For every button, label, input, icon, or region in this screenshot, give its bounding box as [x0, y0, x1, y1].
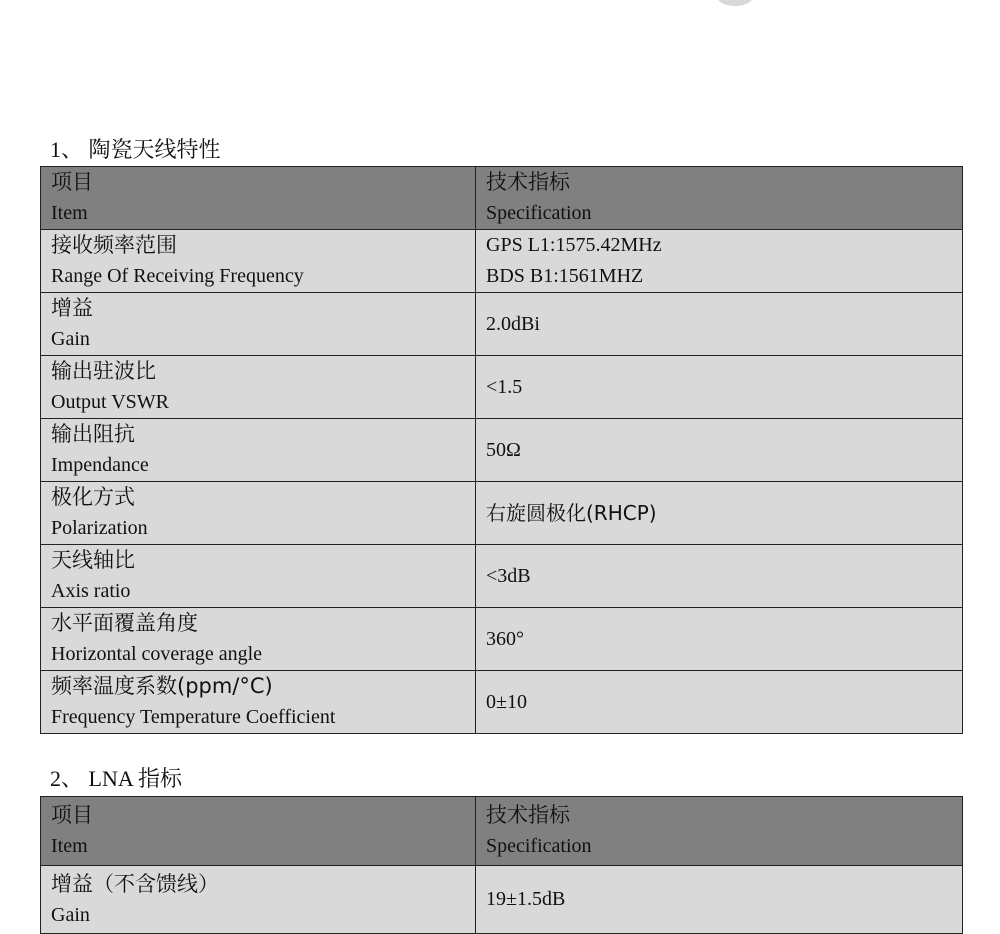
item-label-cn: 频率温度系数(ppm/°C): [51, 674, 273, 698]
item-label-cn: 输出阻抗: [51, 422, 135, 446]
table-row-output-vswr: [41, 356, 963, 419]
spec-cell: [476, 419, 963, 482]
spec-cell: [476, 230, 963, 293]
header-spec-cn: 技术指标: [486, 803, 570, 827]
item-cell: [41, 419, 476, 482]
spec-cell: [476, 545, 963, 608]
item-cell: [41, 293, 476, 356]
table-row-coverage-angle: [41, 608, 963, 671]
item-label-en: Impendance: [51, 454, 149, 476]
item-label-cn: 水平面覆盖角度: [51, 611, 198, 635]
item-label-cn: 输出驻波比: [51, 359, 156, 383]
table-row-axis-ratio: [41, 545, 963, 608]
spec-value: 50Ω: [486, 438, 521, 461]
spec-cell: [476, 293, 963, 356]
spec-value: 0±10: [486, 690, 527, 713]
spec-cell: [476, 671, 963, 734]
spec-value-line1: GPS L1:1575.42MHz: [486, 234, 662, 256]
item-label-en: Polarization: [51, 517, 148, 539]
header-item-cn: 项目: [51, 170, 93, 194]
table-header-row: [41, 167, 963, 230]
item-label-en: Output VSWR: [51, 391, 169, 413]
item-label-cn: 增益: [51, 296, 93, 320]
table-row-receiving-frequency: [41, 230, 963, 293]
lna-spec-table: [40, 796, 963, 934]
item-cell: [41, 671, 476, 734]
spec-cell: [476, 482, 963, 545]
header-spec-cell: [476, 797, 963, 866]
item-label-cn: 极化方式: [51, 485, 135, 509]
table-row-temperature-coefficient: [41, 671, 963, 734]
header-item-cn: 项目: [51, 803, 93, 827]
section-heading-ceramic-antenna: 1、 陶瓷天线特性: [50, 137, 221, 162]
item-label-en: Frequency Temperature Coefficient: [51, 706, 336, 728]
spec-value-line2: BDS B1:1561MHZ: [486, 265, 644, 287]
partial-decorative-shape: [718, 0, 752, 6]
header-item-cell: [41, 167, 476, 230]
item-cell: [41, 482, 476, 545]
spec-cell: [476, 866, 963, 934]
table-row-lna-gain: [41, 866, 963, 934]
header-spec-cell: [476, 167, 963, 230]
item-cell: [41, 608, 476, 671]
spec-value: 右旋圆极化(RHCP): [486, 500, 657, 525]
item-cell: [41, 545, 476, 608]
header-spec-cn: 技术指标: [486, 170, 570, 194]
item-label-en: Horizontal coverage angle: [51, 643, 263, 665]
section-heading-lna: 2、 LNA 指标: [50, 766, 183, 791]
spec-value: 360°: [486, 627, 524, 650]
spec-cell: [476, 356, 963, 419]
header-item-cell: [41, 797, 476, 866]
item-label-cn: 增益（不含馈线）: [51, 871, 219, 896]
ceramic-antenna-spec-table: [40, 166, 963, 734]
table-header-row: [41, 797, 963, 866]
spec-value: <1.5: [486, 375, 523, 398]
spec-value: <3dB: [486, 564, 531, 587]
table-row-gain: [41, 293, 963, 356]
item-label-en: Gain: [51, 903, 90, 926]
item-cell: [41, 356, 476, 419]
item-label-en: Axis ratio: [51, 580, 131, 602]
header-spec-en: Specification: [486, 202, 592, 224]
item-cell: [41, 230, 476, 293]
table-row-impedance: [41, 419, 963, 482]
header-spec-en: Specification: [486, 835, 592, 857]
item-cell: [41, 866, 476, 934]
spec-cell: [476, 608, 963, 671]
item-label-en: Range Of Receiving Frequency: [51, 265, 304, 287]
spec-value: 2.0dBi: [486, 312, 540, 335]
item-label-cn: 接收频率范围: [51, 233, 177, 257]
item-label-en: Gain: [51, 328, 90, 350]
header-item-en: Item: [51, 835, 88, 857]
spec-value: 19±1.5dB: [486, 888, 566, 910]
item-label-cn: 天线轴比: [51, 548, 135, 572]
table-row-polarization: [41, 482, 963, 545]
header-item-en: Item: [51, 202, 88, 224]
